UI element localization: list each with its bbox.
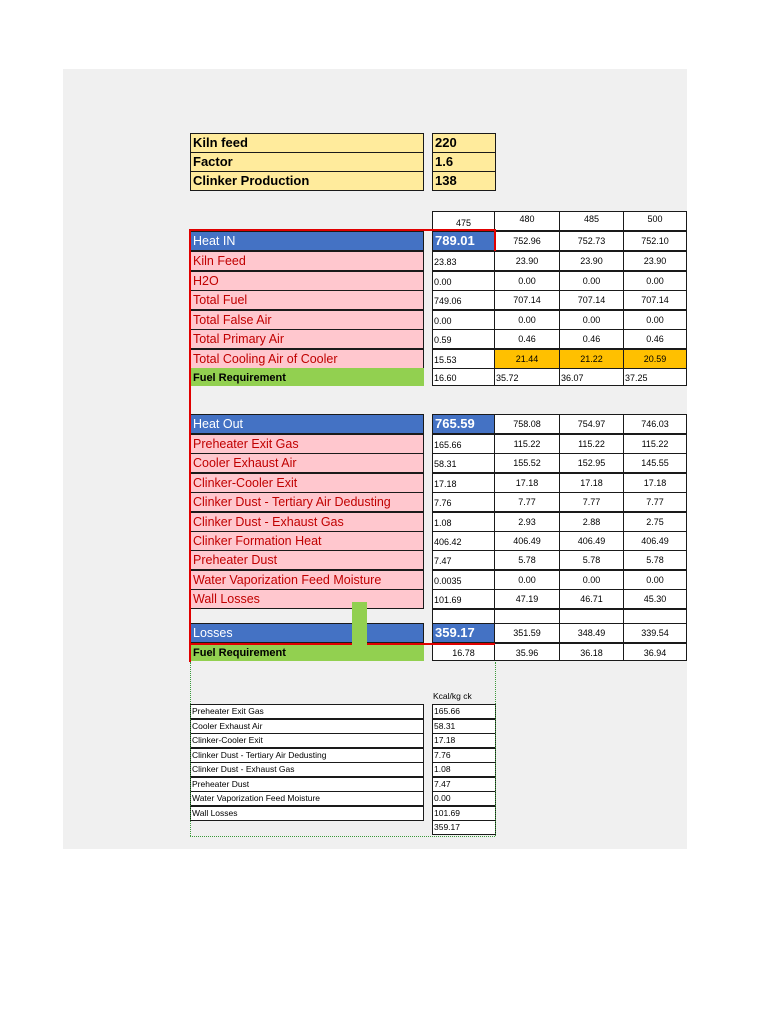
heat-in-cell[interactable]: 23.90	[494, 251, 560, 271]
summary-row-value[interactable]: 165.66	[432, 704, 496, 719]
losses-total-alt[interactable]: 348.49	[559, 623, 624, 643]
heat-in-cell[interactable]: 23.90	[623, 251, 687, 271]
fuel-requirement-cell[interactable]: 35.72	[494, 368, 560, 386]
heat-in-cell[interactable]: 0.00	[559, 271, 624, 291]
heat-out-cell[interactable]: 2.88	[559, 512, 624, 532]
losses-fuel-requirement-label[interactable]: Fuel Requirement	[190, 643, 424, 661]
param-label[interactable]: Factor	[190, 152, 424, 172]
heat-out-cell[interactable]: 1.08	[432, 512, 495, 532]
summary-row-value[interactable]: 7.47	[432, 777, 496, 792]
range-outline	[190, 643, 495, 645]
heat-in-row-label[interactable]: Total Primary Air	[190, 329, 424, 349]
heat-in-cell[interactable]: 0.46	[623, 329, 687, 349]
heat-in-row-label[interactable]: Total Cooling Air of Cooler	[190, 349, 424, 369]
heat-out-cell[interactable]: 0.00	[623, 570, 687, 590]
heat-out-cell[interactable]: 17.18	[623, 473, 687, 493]
heat-in-row-label[interactable]: H2O	[190, 271, 424, 291]
heat-out-cell[interactable]: 115.22	[623, 434, 687, 454]
heat-out-cell[interactable]: 7.77	[623, 492, 687, 512]
heat-in-cell[interactable]: 0.00	[494, 271, 560, 291]
summary-row-label[interactable]: Cooler Exhaust Air	[190, 719, 424, 734]
heat-out-cell[interactable]: 5.78	[494, 550, 560, 570]
param-value[interactable]: 220	[432, 133, 496, 153]
heat-in-cell[interactable]: 23.90	[559, 251, 624, 271]
heat-out-cell[interactable]: 0.0035	[432, 570, 495, 590]
summary-row-label[interactable]: Clinker Dust - Tertiary Air Dedusting	[190, 748, 424, 763]
blank-cell[interactable]	[494, 609, 560, 624]
summary-row-label[interactable]: Wall Losses	[190, 806, 424, 821]
losses-header[interactable]: Losses	[190, 623, 424, 643]
heat-out-row-label[interactable]: Cooler Exhaust Air	[190, 453, 424, 473]
heat-in-row-label[interactable]: Kiln Feed	[190, 251, 424, 271]
summary-row-value[interactable]: 58.31	[432, 719, 496, 734]
heat-out-cell[interactable]: 17.18	[432, 473, 495, 493]
summary-row-value[interactable]: 17.18	[432, 733, 496, 748]
heat-out-cell[interactable]: 2.93	[494, 512, 560, 532]
column-header[interactable]: 485	[559, 211, 624, 231]
heat-out-cell[interactable]: 17.18	[559, 473, 624, 493]
heat-out-cell[interactable]: 101.69	[432, 589, 495, 609]
heat-out-row-label[interactable]: Clinker Formation Heat	[190, 531, 424, 551]
heat-out-cell[interactable]: 406.49	[559, 531, 624, 551]
heat-in-cell[interactable]: 0.46	[494, 329, 560, 349]
heat-in-cell[interactable]: 0.00	[432, 271, 495, 291]
heat-out-total-alt[interactable]: 746.03	[623, 414, 687, 434]
heat-out-cell[interactable]: 45.30	[623, 589, 687, 609]
param-label[interactable]: Clinker Production	[190, 171, 424, 191]
heat-out-cell[interactable]: 115.22	[494, 434, 560, 454]
heat-in-cell[interactable]: 0.00	[623, 310, 687, 330]
dotted-range	[190, 662, 191, 836]
heat-out-cell[interactable]: 46.71	[559, 589, 624, 609]
heat-in-cell[interactable]: 707.14	[494, 290, 560, 310]
heat-in-total-alt[interactable]: 752.10	[623, 231, 687, 251]
range-outline	[189, 229, 191, 662]
heat-out-cell[interactable]: 47.19	[494, 589, 560, 609]
summary-row-label[interactable]: Preheater Dust	[190, 777, 424, 792]
summary-row-label[interactable]: Preheater Exit Gas	[190, 704, 424, 719]
param-value[interactable]: 1.6	[432, 152, 496, 172]
heat-in-row-label[interactable]: Total Fuel	[190, 290, 424, 310]
connector-bar	[352, 602, 367, 648]
blank-cell[interactable]	[432, 609, 495, 624]
summary-row-label[interactable]: Water Vaporization Feed Moisture	[190, 791, 424, 806]
summary-unit-header[interactable]: Kcal/kg ck	[433, 691, 472, 701]
column-header[interactable]: 475	[432, 211, 495, 231]
heat-in-cell[interactable]: 0.00	[623, 271, 687, 291]
heat-in-total-alt[interactable]: 752.96	[494, 231, 560, 251]
heat-in-cell[interactable]: 0.00	[494, 310, 560, 330]
heat-out-row-label[interactable]: Clinker-Cooler Exit	[190, 473, 424, 493]
heat-out-cell[interactable]: 7.76	[432, 492, 495, 512]
losses-fuel-requirement-cell[interactable]: 16.78	[432, 643, 495, 661]
heat-in-cell[interactable]: 707.14	[559, 290, 624, 310]
heat-out-cell[interactable]: 7.77	[559, 492, 624, 512]
heat-in-row-label[interactable]: Total False Air	[190, 310, 424, 330]
heat-in-total[interactable]: 789.01	[432, 231, 495, 251]
heat-out-cell[interactable]: 406.42	[432, 531, 495, 551]
summary-row-value[interactable]: 101.69	[432, 806, 496, 821]
losses-fuel-requirement-cell[interactable]: 35.96	[494, 643, 560, 661]
heat-in-cell[interactable]: 20.59	[623, 349, 687, 369]
heat-out-cell[interactable]: 58.31	[432, 453, 495, 473]
heat-in-cell[interactable]: 0.59	[432, 329, 495, 349]
heat-in-cell[interactable]: 0.00	[559, 310, 624, 330]
heat-in-cell[interactable]: 21.44	[494, 349, 560, 369]
heat-in-cell[interactable]: 0.46	[559, 329, 624, 349]
heat-out-row-label[interactable]: Clinker Dust - Exhaust Gas	[190, 512, 424, 532]
heat-out-cell[interactable]: 155.52	[494, 453, 560, 473]
range-outline	[190, 229, 495, 231]
summary-row-value[interactable]: 1.08	[432, 762, 496, 777]
fuel-requirement-label[interactable]: Fuel Requirement	[190, 368, 424, 386]
summary-row-label[interactable]: Clinker-Cooler Exit	[190, 733, 424, 748]
heat-out-total-alt[interactable]: 754.97	[559, 414, 624, 434]
heat-in-cell[interactable]: 15.53	[432, 349, 495, 369]
summary-total[interactable]: 359.17	[432, 820, 496, 835]
heat-out-cell[interactable]: 406.49	[623, 531, 687, 551]
heat-in-cell[interactable]: 21.22	[559, 349, 624, 369]
heat-out-row-label[interactable]: Water Vaporization Feed Moisture	[190, 570, 424, 590]
heat-out-cell[interactable]: 2.75	[623, 512, 687, 532]
range-outline	[494, 229, 496, 251]
losses-fuel-requirement-cell[interactable]: 36.18	[559, 643, 624, 661]
heat-out-cell[interactable]: 5.78	[559, 550, 624, 570]
heat-in-total-alt[interactable]: 752.73	[559, 231, 624, 251]
heat-out-header[interactable]: Heat Out	[190, 414, 424, 434]
heat-out-row-label[interactable]: Preheater Dust	[190, 550, 424, 570]
heat-out-cell[interactable]: 406.49	[494, 531, 560, 551]
param-value[interactable]: 138	[432, 171, 496, 191]
heat-in-cell[interactable]: 707.14	[623, 290, 687, 310]
heat-out-cell[interactable]: 17.18	[494, 473, 560, 493]
blank-cell[interactable]	[559, 609, 624, 624]
heat-in-cell[interactable]: 0.00	[432, 310, 495, 330]
heat-in-cell[interactable]: 23.83	[432, 251, 495, 271]
summary-row-value[interactable]: 0.00	[432, 791, 496, 806]
heat-out-cell[interactable]: 7.77	[494, 492, 560, 512]
heat-out-cell[interactable]: 0.00	[559, 570, 624, 590]
blank-cell[interactable]	[623, 609, 687, 624]
fuel-requirement-cell[interactable]: 37.25	[623, 368, 687, 386]
losses-fuel-requirement-cell[interactable]: 36.94	[623, 643, 687, 661]
heat-out-row-label[interactable]: Clinker Dust - Tertiary Air Dedusting	[190, 492, 424, 512]
column-header[interactable]: 500	[623, 211, 687, 231]
heat-out-cell[interactable]: 145.55	[623, 453, 687, 473]
heat-out-total-alt[interactable]: 758.08	[494, 414, 560, 434]
heat-out-cell[interactable]: 7.47	[432, 550, 495, 570]
fuel-requirement-cell[interactable]: 36.07	[559, 368, 624, 386]
losses-total-alt[interactable]: 339.54	[623, 623, 687, 643]
heat-in-header[interactable]: Heat IN	[190, 231, 424, 251]
losses-total[interactable]: 359.17	[432, 623, 495, 643]
heat-out-cell[interactable]: 115.22	[559, 434, 624, 454]
losses-total-alt[interactable]: 351.59	[494, 623, 560, 643]
summary-row-label[interactable]: Clinker Dust - Exhaust Gas	[190, 762, 424, 777]
heat-out-row-label[interactable]: Wall Losses	[190, 589, 424, 609]
fuel-requirement-cell[interactable]: 16.60	[432, 368, 495, 386]
heat-out-cell[interactable]: 165.66	[432, 434, 495, 454]
heat-out-cell[interactable]: 0.00	[494, 570, 560, 590]
dotted-range	[495, 662, 496, 836]
summary-row-value[interactable]: 7.76	[432, 748, 496, 763]
heat-out-row-label[interactable]: Preheater Exit Gas	[190, 434, 424, 454]
column-header[interactable]: 480	[494, 211, 560, 231]
heat-out-cell[interactable]: 152.95	[559, 453, 624, 473]
heat-out-total[interactable]: 765.59	[432, 414, 495, 434]
heat-out-cell[interactable]: 5.78	[623, 550, 687, 570]
param-label[interactable]: Kiln feed	[190, 133, 424, 153]
dotted-range	[190, 836, 495, 837]
heat-in-cell[interactable]: 749.06	[432, 290, 495, 310]
